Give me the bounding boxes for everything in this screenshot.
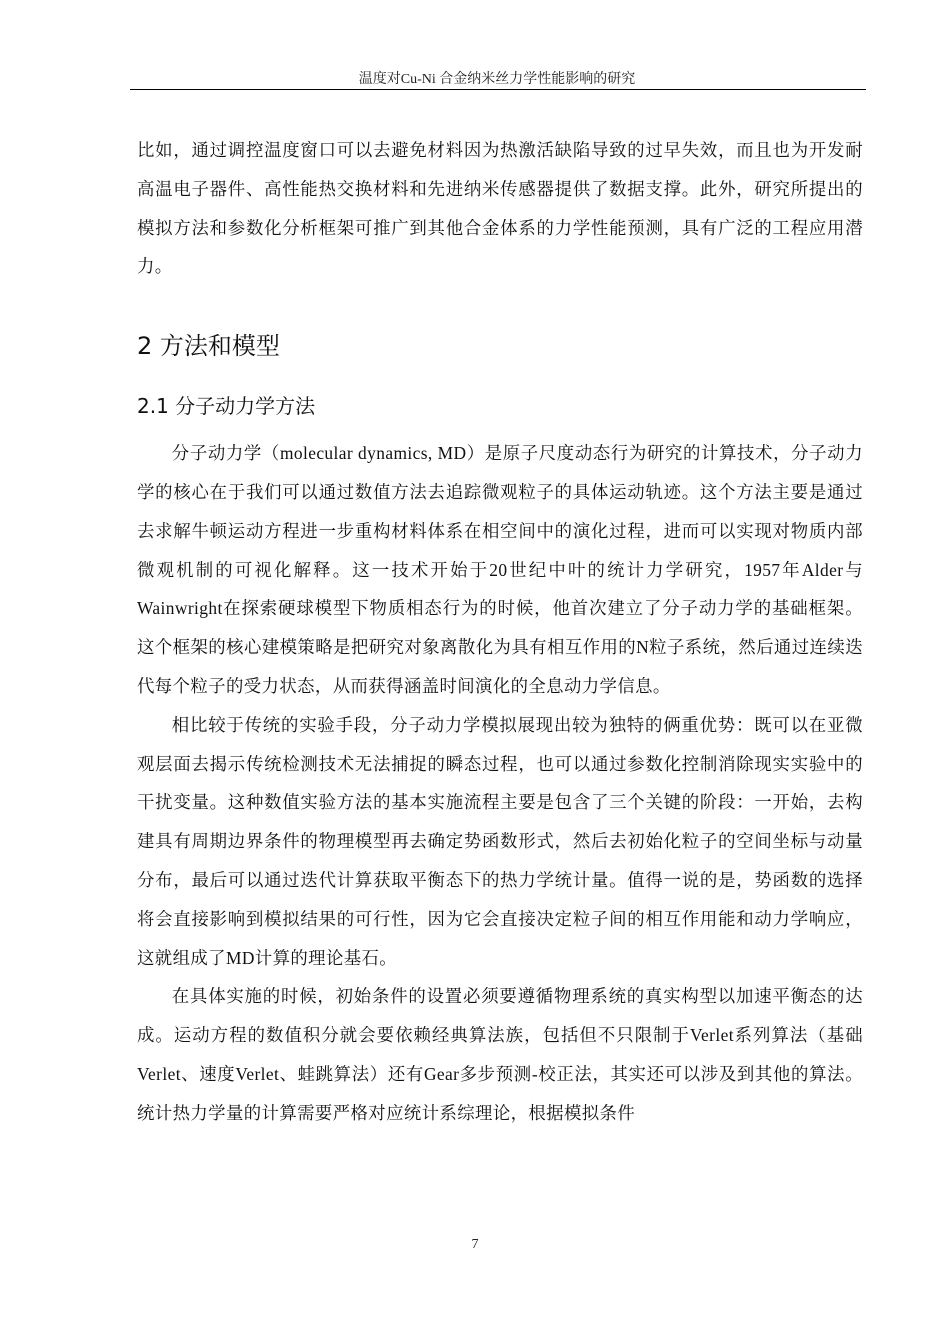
- body-paragraph-md-intro: 分子动力学（molecular dynamics, MD）是原子尺度动态行为研究的计算技术，分子动力学的核心在于我们可以通过数值方法去追踪微观粒子的具体运动轨迹。这个方法主要是通过去求解牛顿运动方程进一步重构材料体系在相空间中的演化过程，进而可以实现对物质内部微观机制的可视化解释。这一技术开始于20世纪中叶的统计力学研究，1957年Alder与Wainwright在探索硬球模型下物质相态行为的时候，他首次建立了分子动力学的基础框架。这个框架的核心建模策略是把研究对象离散化为具有相互作用的N粒子系统，然后通过连续迭代每个粒子的受力状态，从而获得涵盖时间演化的全息动力学信息。: [137, 443, 863, 696]
- running-header: 温度对Cu-Ni 合金纳米丝力学性能影响的研究: [358, 72, 636, 87]
- body-paragraph-implementation: 在具体实施的时候，初始条件的设置必须要遵循物理系统的真实构型以加速平衡态的达成。运动方程的数值积分就会要依赖经典算法族，包括但不只限制于Verlet系列算法（基础Verlet、速度Verlet、蛙跳算法）还有Gear多步预测-校正法，其实还可以涉及到其他的算法。统计热力学量的计算需要严格对应统计系综理论，根据模拟条件: [137, 986, 863, 1123]
- header-rule: [130, 89, 866, 90]
- section-heading: 2 方法和模型: [137, 332, 280, 361]
- page-body: [137, 131, 863, 1133]
- body-paragraph-advantages: 相比较于传统的实验手段，分子动力学模拟展现出较为独特的俩重优势：既可以在亚微观层面去揭示传统检测技术无法捕捉的瞬态过程，也可以通过参数化控制消除现实实验中的干扰变量。这种数值实验方法的基本实施流程主要是包含了三个关键的阶段：一开始，去构建具有周期边界条件的物理模型再去确定势函数形式，然后去初始化粒子的空间坐标与动量分布，最后可以通过迭代计算获取平衡态下的热力学统计量。值得一说的是，势函数的选择将会直接影响到模拟结果的可行性，因为它会直接决定粒子间的相互作用能和动力学响应，这就组成了MD计算的理论基石。: [137, 714, 863, 968]
- subsection-heading: 2.1 分子动力学方法: [137, 394, 316, 419]
- intro-paragraph: 比如，通过调控温度窗口可以去避免材料因为热激活缺陷导致的过早失效，而且也为开发耐高温电子器件、高性能热交换材料和先进纳米传感器提供了数据支撑。此外，研究所提出的模拟方法和参数化分析框架可推广到其他合金体系的力学性能预测，具有广泛的工程应用潜力。: [137, 140, 863, 277]
- page-number: 7: [471, 1237, 479, 1252]
